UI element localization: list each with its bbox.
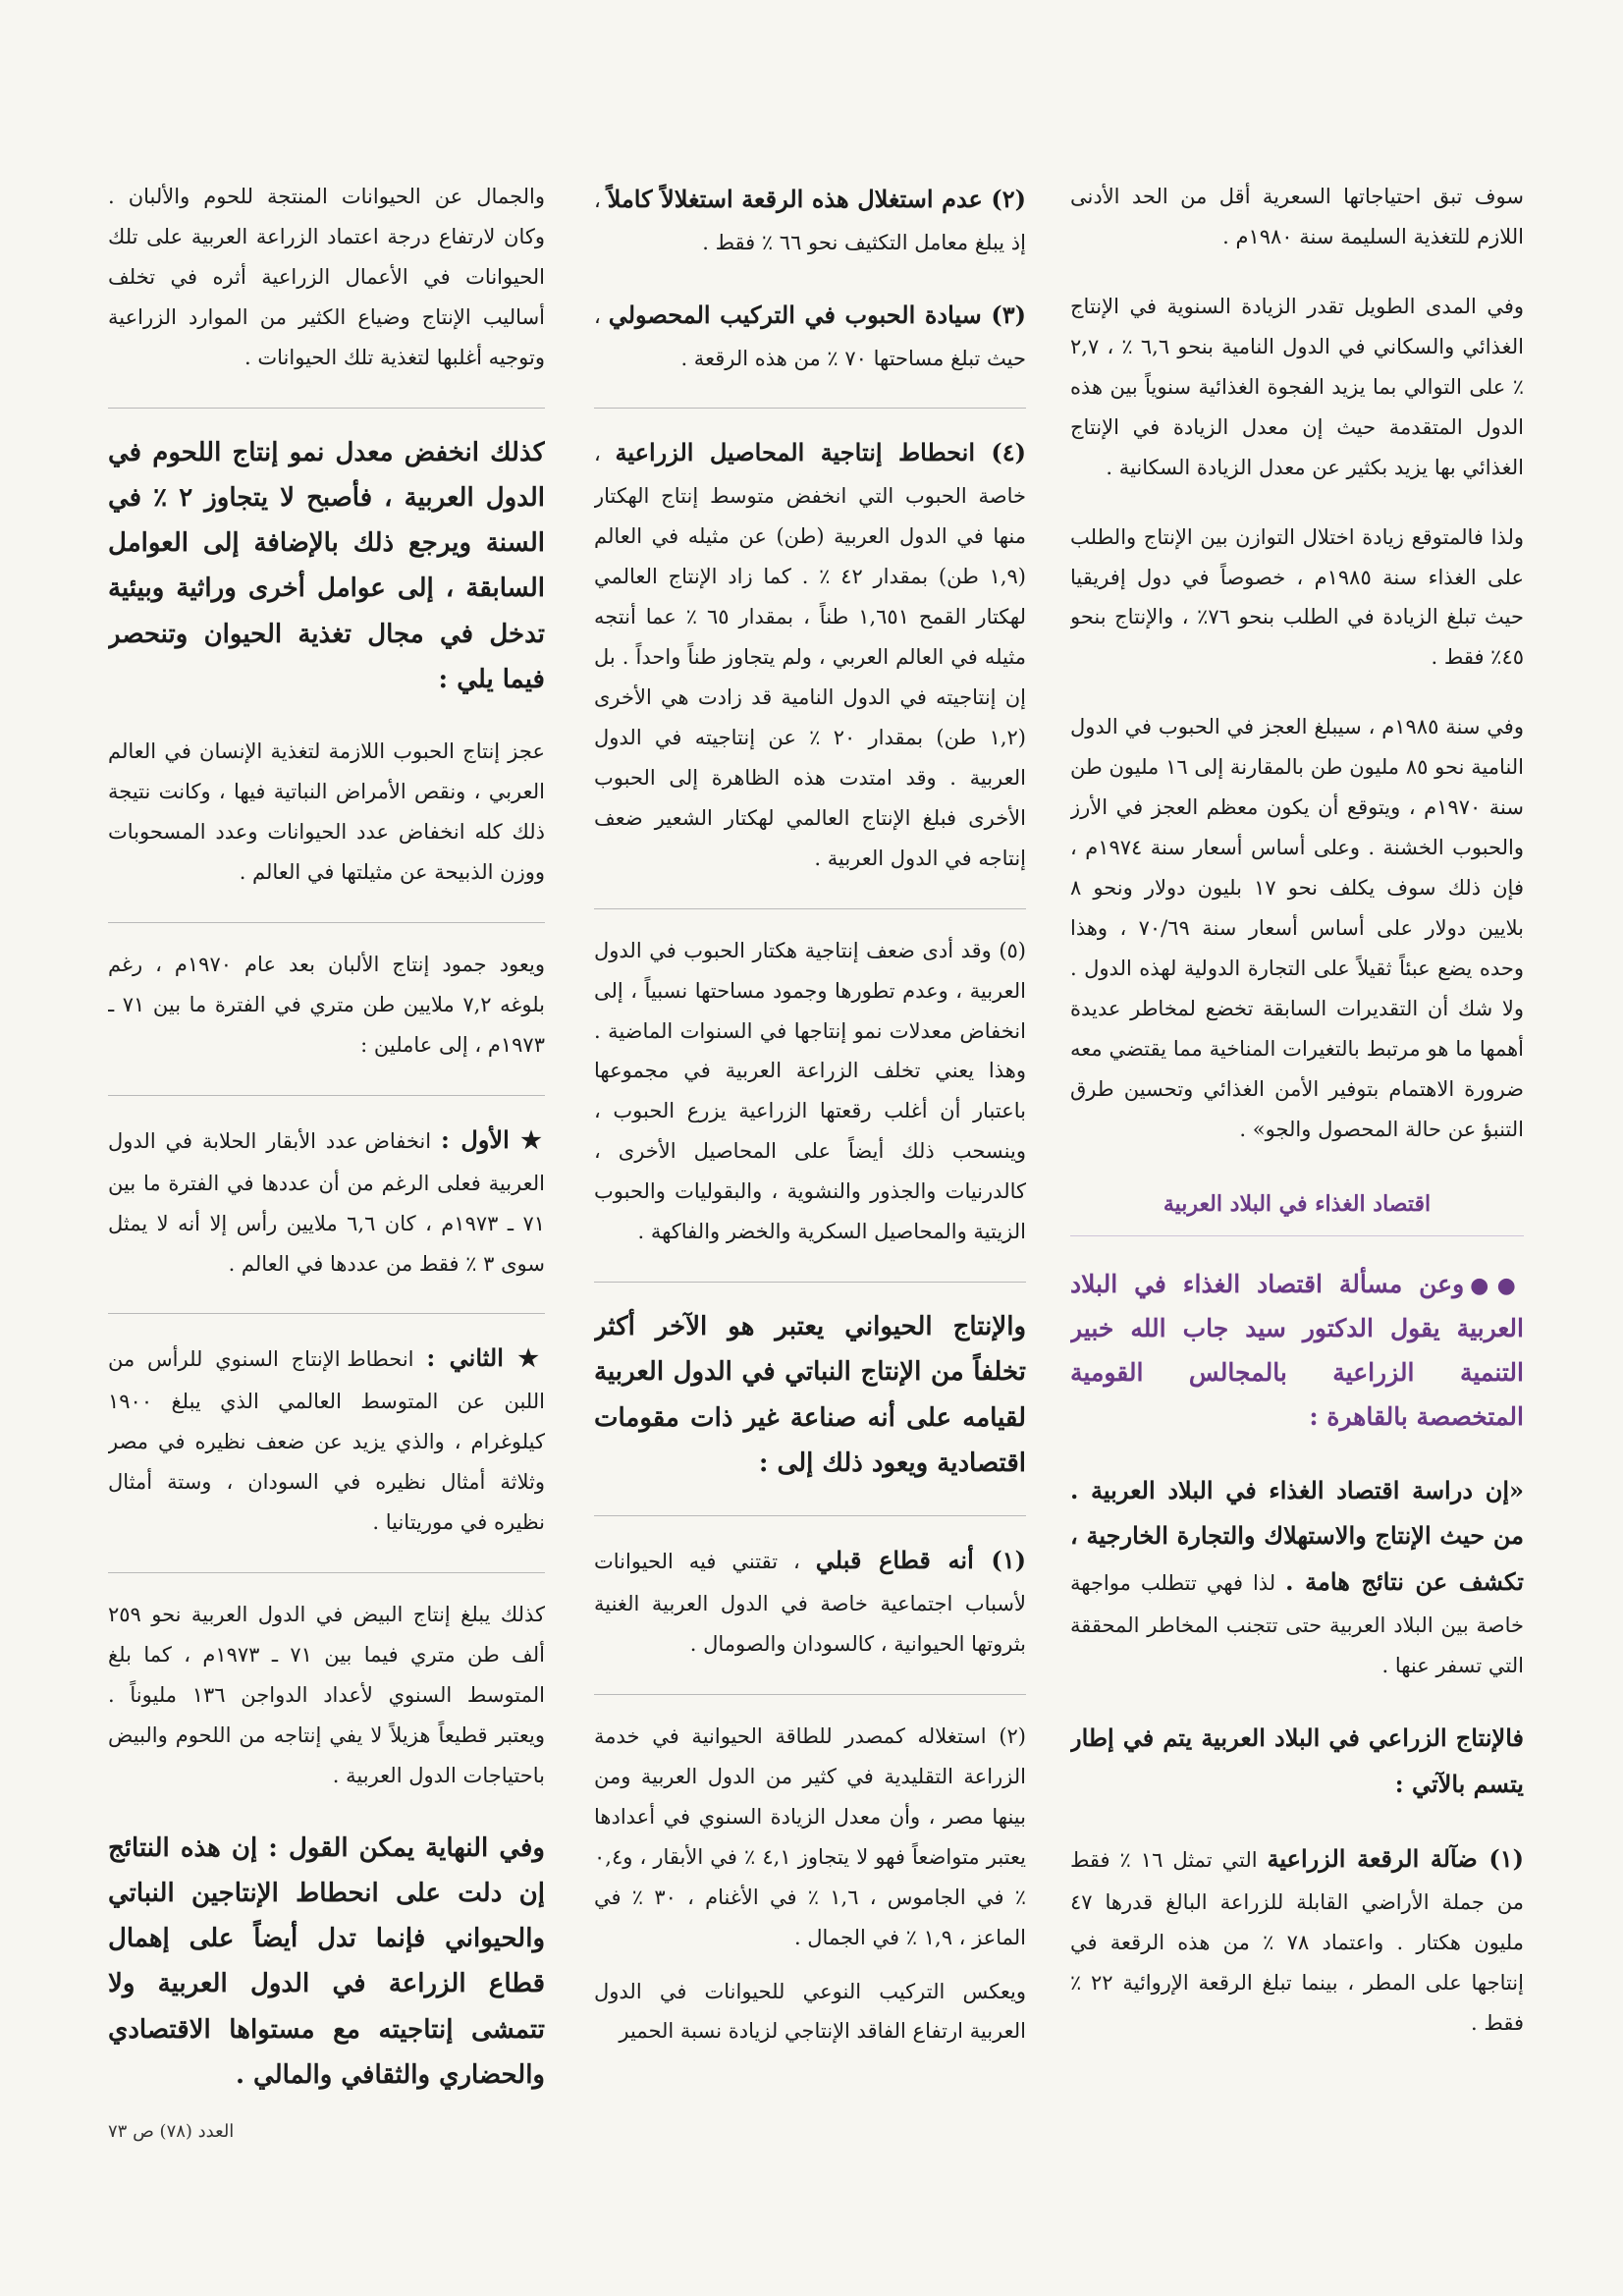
left-column (108, 177, 545, 2102)
item-1-text: التي تمثل ١٦ ٪ فقط من جملة الأراضي القابلة للزراعة البالغ قدرها ٤٧ مليون هكتار . واعتماد ٧٨ ٪ من هذه الرقعة في إنتاجها على المطر ، بينما تبلغ الرقعة الإروائية ٢٢ ٪ فقط . (1070, 1848, 1524, 2035)
divider (594, 408, 1026, 409)
item-2-text: ، إذ يبلغ معامل التكثيف نحو ٦٦ ٪ فقط . (594, 189, 1026, 254)
item-3-head: (٣) سيادة الحبوب في التركيب المحصولي (608, 300, 1026, 329)
second-factor-text: انحطاط الإنتاج السنوي للرأس من اللبن عن المتوسط العالمي الذي يبلغ ١٩٠٠ كيلوغرام ، والذي يزيد عن ضعف نظيره في مصر وثلاثة أمثال نظيره في السودان ، وستة أمثال نظيره في موريتانيا . (108, 1347, 545, 1535)
item-5: (٥) وقد أدى ضعف إنتاجية هكتار الحبوب في الدول العربية ، وعدم تطورها وجمود مساحتها نسبياً ، إلى انخفاض معدلات نمو إنتاجها في السنوات الماضية . وهذا يعني تخلف الزراعة العربية في مجموعها باعتبار أن أغلب رقعتها الزراعية يزرع الحبوب ، وينسحب ذلك أيضاً على المحاصيل الأخرى ، كالدرنيات والجذور والنشوية ، والبقوليات والحبوب الزيتية والمحاصيل السكرية والخضر والفاكهة . (594, 938, 1026, 1244)
divider (108, 1572, 545, 1573)
divider (108, 408, 545, 409)
item-3 (594, 293, 1026, 379)
item-3-text: ، حيث تبلغ مساحتها ٧٠ ٪ من هذه الرقعة . (594, 303, 1026, 370)
divider (594, 908, 1026, 909)
left-paragraph-4: كذلك يبلغ إنتاج البيض في الدول العربية نحو ٢٥٩ ألف طن متري فيما بين ٧١ ـ ١٩٧٣م ، كما بلغ المتوسط السنوي لأعداد الدواجن ١٣٦ مليوناً . ويعتبر قطيعاً هزيلاً لا يفي إنتاجه من اللحوم والبيض باحتياجات الدول العربية . (108, 1603, 545, 1787)
left-paragraph-3: ويعود جمود إنتاج الألبان بعد عام ١٩٧٠م ، رغم بلوغه ٧,٢ ملايين طن متري في الفترة ما بين ٧١ ـ ١٩٧٣م ، إلى عاملين : (108, 953, 545, 1057)
first-factor-label: ★ الأول : (440, 1124, 545, 1154)
divider (108, 1313, 545, 1314)
page-footer: العدد (٧٨) ص ٧٣ (108, 2121, 235, 2142)
first-factor-text: انخفاض عدد الأبقار الحلابة في الدول العربية فعلى الرغم من أن عددها في الفترة ما بين ٧١ ـ ١٩٧٣م ، كان ٦,٦ ملايين رأس إلا أنه لا يمثل سوى ٣ ٪ فقط من عددها في العالم . (108, 1128, 545, 1276)
divider (594, 1694, 1026, 1695)
first-factor (108, 1118, 545, 1285)
right-paragraph-2: وفي المدى الطويل تقدر الزيادة السنوية في الإنتاج الغذائي والسكاني في الدول النامية بنحو ٦,٦ ٪ ، ٢,٧ ٪ على التوالي بما يزيد الفجوة الغذائية سنوياً بين هذه الدول المتقدمة حيث إن معدل الزيادة في الإنتاج الغذائي بها يزيد بكثير عن معدل الزيادة السكانية . (1070, 294, 1524, 479)
left-paragraph-2: عجز إنتاج الحبوب اللازمة لتغذية الإنسان في العالم العربي ، ونقص الأمراض النباتية فيها ، وكانت نتيجة ذلك كله انخفاض عدد الحيوانات وعدد المسحوبات ووزن الذبيحة عن مثيلتها في العالم . (108, 739, 545, 885)
section-title: اقتصاد الغذاء في البلاد العربية (1070, 1183, 1524, 1236)
divider (108, 922, 545, 923)
second-factor (108, 1336, 545, 1543)
right-paragraph-3: ولذا فالمتوقع زيادة اختلال التوازن بين الإنتاج والطلب على الغذاء سنة ١٩٨٥م ، خصوصاً في دول إفريقيا حيث تبلغ الزيادة في الطلب بنحو ٧٦٪ ، والإنتاج بنحو ٤٥٪ فقط . (1070, 524, 1524, 670)
second-factor-label: ★ الثاني : (426, 1343, 545, 1373)
intro-paragraph (1070, 1262, 1524, 1439)
bullet-dots-icon: ●● (1470, 1272, 1524, 1298)
item-4-text: ، خاصة الحبوب التي انخفض متوسط إنتاج الهكتار منها في الدول العربية (طن) عن مثيله في العالم (١,٩ طن) بمقدار ٤٢ ٪ . كما زاد الإنتاج العالمي لهكتار القمح ١,٦٥١ طناً ، بمقدار ٦٥ ٪ عما أنتجه مثيله في العالم العربي ، ولم يتجاوز طناً واحداً . بل إن إنتاجيته في الدول النامية قد زادت هي الأخرى (١,٢ طن) بمقدار ٢٠ ٪ عن إنتاجيته في الدول العربية . وقد امتدت هذه الظاهرة إلى الحبوب الأخرى فبلغ الإنتاج العالمي لهكتار الشعير ضعف إنتاجه في الدول العربية . (594, 442, 1026, 870)
item-1-head: (١) ضآلة الرقعة الزراعية (1267, 1844, 1524, 1874)
agri-heading: فالإنتاج الزراعي في البلاد العربية يتم في إطار يتسم بالآتي : (1070, 1722, 1524, 1798)
intro-text: وعن مسألة اقتصاد الغذاء في البلاد العربية يقول الدكتور سيد جاب الله خبير التنمية الزراعية بالمجالس القومية المتخصصة بالقاهرة : (1070, 1269, 1524, 1431)
item-1 (1070, 1836, 1524, 2044)
livestock-1 (594, 1538, 1026, 1665)
item-2-head: (٢) عدم استغلال هذه الرقعة استغلالاً كاملاً (607, 185, 1026, 213)
quote-bold: «إن دراسة اقتصاد الغذاء في البلاد العربية . من حيث الإنتاج والاستهلاك والتجارة الخارجية ، تكشف عن نتائج هامة . (1070, 1475, 1524, 1597)
right-column (1070, 177, 1524, 2102)
livestock-1-head: (١) أنه قطاع قبلي (815, 1546, 1026, 1575)
right-paragraph-4: وفي سنة ١٩٨٥م ، سيبلغ العجز في الحبوب في الدول النامية نحو ٨٥ مليون طن بالمقارنة إلى ١٦ مليون طن سنة ١٩٧٠م ، ويتوقع أن يكون معظم العجز في الأرز والحبوب الخشنة . وعلى أساس أسعار سنة ١٩٧٤م ، فإن ذلك سوف يكلف نحو ١٧ بليون دولار ونحو ٨ بلايين دولار على أساس أسعار سنة ٧٠/٦٩ ، وهذا وحده يضع عبئاً ثقيلاً على التجارة الدولية لهذه الدول . ولا شك أن التقديرات السابقة تخضع لمخاطر عديدة أهمها ما هو مرتبط بالتغيرات المناخية مما يقتضي معه ضرورة الاهتمام بتوفير الأمن الغذائي وتحسين طرق التنبؤ عن حالة المحصول والجو» . (1070, 715, 1524, 1141)
meat-heading: كذلك انخفض معدل نمو إنتاج اللحوم في الدول العربية ، فأصبح لا يتجاوز ٢ ٪ في السنة ويرجع ذلك بالإضافة إلى العوامل السابقة ، إلى عوامل أخرى وراثية وبيئية تدخل في مجال تغذية الحيوان وتنحصر فيما يلي : (108, 437, 545, 695)
middle-column (594, 177, 1026, 2102)
divider (594, 1282, 1026, 1283)
item-4 (594, 430, 1026, 878)
livestock-3: ويعكس التركيب النوعي للحيوانات في الدول العربية ارتفاع الفاقد الإنتاجي لزيادة نسبة الحمير (594, 1979, 1026, 2044)
left-paragraph-1: والجمال عن الحيوانات المنتجة للحوم والألبان . وكان لارتفاع درجة اعتماد الزراعة العربية على تلك الحيوانات في الأعمال الزراعية أثره في تخلف أساليب الإنتاج وضياع الكثير من الموارد الزراعية وتوجيه أغلبها لتغذية تلك الحيوانات . (108, 185, 545, 369)
divider (594, 1515, 1026, 1516)
item-2 (594, 177, 1026, 263)
livestock-2: (٢) استغلاله كمصدر للطاقة الحيوانية في خدمة الزراعة التقليدية في كثير من الدول العربية ومن بينها مصر ، وأن معدل الزيادة السنوي في أعدادها يعتبر متواضعاً فهو لا يتجاوز ٤,١ ٪ في الأبقار ، و٠,٤ ٪ في الجاموس ، ١,٦ ٪ في الأغنام ، ٣٠ ٪ في الماعز ، ١,٩ ٪ في الجمال . (594, 1723, 1026, 1949)
conclusion-paragraph: وفي النهاية يمكن القول : إن هذه النتائج إن دلت على انحطاط الإنتاجين النباتي والحيواني فإنما تدل أيضاً على إهمال قطاع الزراعة في الدول العربية ولا تتمشى إنتاجيته مع مستواها الاقتصادي والحضاري والثقافي والمالي . (108, 1832, 545, 2091)
livestock-1-text: ، تقتني فيه الحيوانات لأسباب اجتماعية خاصة في الدول العربية الغنية بثروتها الحيوانية ، كالسودان والصومال . (594, 1550, 1026, 1656)
divider (108, 1095, 545, 1096)
item-4-head: (٤) انحطاط إنتاجية المحاصيل الزراعية (615, 438, 1026, 467)
quote-paragraph (1070, 1468, 1524, 1686)
livestock-heading: والإنتاج الحيواني يعتبر هو الآخر أكثر تخلفاً من الإنتاج النباتي في الدول العربية لقيامه على أنه صناعة غير ذات مقومات اقتصادية ويعود ذلك إلى : (594, 1312, 1026, 1478)
quote-rest: لذا فهي تتطلب مواجهة خاصة بين البلاد العربية حتى تتجنب المخاطر المحققة التي تسفر عنها . (1070, 1571, 1524, 1677)
right-paragraph-1: سوف تبق احتياجاتها السعرية أقل من الحد الأدنى اللازم للتغذية السليمة سنة ١٩٨٠م . (1070, 185, 1524, 248)
